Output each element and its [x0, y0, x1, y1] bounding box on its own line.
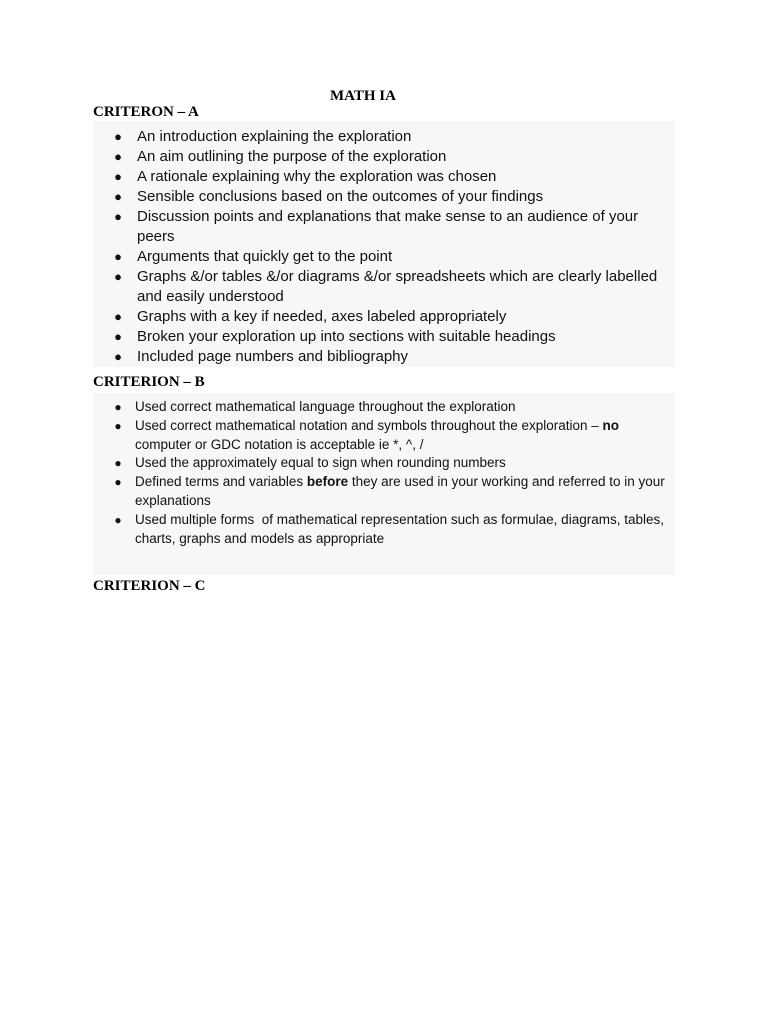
list-item	[113, 207, 675, 247]
list-item-text: Broken your exploration up into sections with suitable headings	[137, 328, 556, 345]
list-item	[113, 398, 675, 417]
bullet-icon: ●	[114, 249, 122, 264]
bullet-icon: ●	[114, 129, 122, 144]
criterion-a-heading: CRITERON – A	[93, 104, 199, 120]
criterion-b-heading: CRITERION – B	[93, 374, 205, 390]
list-item-text: Used correct mathematical language throughout the exploration	[135, 399, 516, 414]
list-item-text: A rationale explaining why the exploration was chosen	[137, 168, 497, 185]
bullet-icon: ●	[114, 400, 122, 414]
list-item-text: Used correct mathematical notation and symbols throughout the exploration –	[135, 417, 599, 433]
bullet-icon: ●	[114, 149, 122, 164]
emphasis-text: no	[602, 417, 620, 433]
bullet-icon: ●	[114, 309, 122, 324]
list-item	[113, 147, 675, 167]
list-item	[113, 347, 675, 367]
list-item	[113, 167, 675, 187]
list-item	[113, 454, 675, 473]
list-item	[113, 127, 675, 147]
bullet-icon: ●	[114, 418, 122, 433]
criterion-b-checklist	[93, 393, 675, 575]
list-item-text: Used the approximately equal to sign when rounding numbers	[135, 455, 506, 471]
bullet-icon: ●	[114, 189, 122, 204]
list-item-text: An introduction explaining the exploration	[137, 128, 412, 145]
list-item-text: Arguments that quickly get to the point	[137, 248, 393, 265]
document-title: MATH IA	[330, 88, 396, 104]
list-item-text: Graphs with a key if needed, axes labeled appropriately	[137, 308, 507, 325]
list-item-text: Used multiple forms of mathematical representation such as formulae, diagrams, tables, charts, graphs and models as appropriate	[135, 511, 668, 546]
list-item-text: Discussion points and explanations that make sense to an audience of your peers	[137, 208, 639, 245]
bullet-icon: ●	[114, 269, 122, 284]
list-item	[113, 187, 675, 207]
emphasis-text: before	[306, 474, 349, 490]
bullet-icon: ●	[114, 512, 122, 527]
list-item	[113, 267, 675, 307]
list-item	[113, 247, 675, 267]
list-item	[113, 307, 675, 327]
list-item-text: Defined terms and variables	[135, 474, 307, 490]
list-item-text: Included page numbers and bibliography	[137, 348, 409, 365]
list-item-text-continued: they are used in your working and referred to in your explanations	[135, 474, 665, 508]
list-item	[113, 473, 675, 511]
list-item-text-continued: computer or GDC notation is acceptable ie *, ^, /	[135, 436, 424, 452]
bullet-icon: ●	[114, 475, 122, 490]
list-item	[113, 417, 675, 455]
criterion-a-checklist	[93, 121, 675, 367]
bullet-icon: ●	[114, 329, 122, 344]
list-item-text: Sensible conclusions based on the outcomes of your findings	[137, 188, 544, 205]
bullet-icon: ●	[114, 456, 122, 471]
bullet-icon: ●	[114, 349, 122, 364]
list-item	[113, 327, 675, 347]
bullet-icon: ●	[114, 209, 122, 224]
list-item-text: Graphs &/or tables &/or diagrams &/or spreadsheets which are clearly labelled and easily understood	[137, 268, 658, 305]
bullet-icon: ●	[114, 169, 122, 184]
criterion-c-heading: CRITERION – C	[93, 578, 206, 594]
list-item	[113, 511, 675, 549]
list-item-text: An aim outlining the purpose of the exploration	[137, 148, 447, 165]
